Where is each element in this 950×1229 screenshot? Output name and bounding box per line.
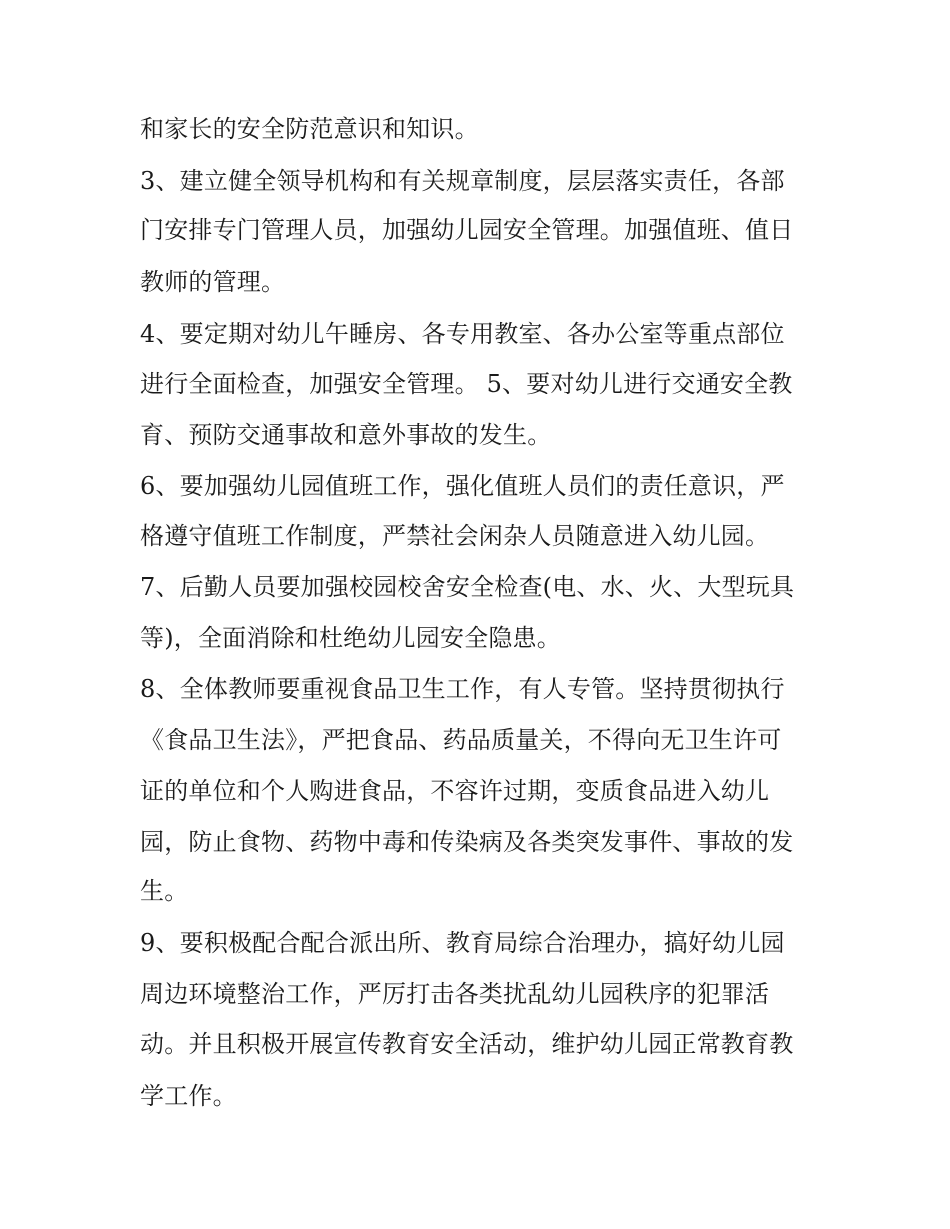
text-line-17: 9、要积极配合配合派出所、教育局综合治理办，搞好幼儿园 xyxy=(140,929,785,957)
text-line-3: 门安排专门管理人员，加强幼儿园安全管理。加强值班、值日 xyxy=(140,216,794,244)
text-line-1: 和家长的安全防范意识和知识。 xyxy=(140,115,479,143)
text-line-19: 动。并且积极开展宣传教育安全活动，维护幼儿园正常教育教 xyxy=(140,1030,794,1058)
text-line-20: 学工作。 xyxy=(140,1082,237,1110)
text-line-18: 周边环境整治工作，严厉打击各类扰乱幼儿园秩序的犯罪活 xyxy=(140,980,770,1008)
text-line-11: 等)，全面消除和杜绝幼儿园安全隐患。 xyxy=(140,624,561,652)
text-line-12: 8、全体教师要重视食品卫生工作，有人专管。坚持贯彻执行 xyxy=(140,675,785,703)
text-line-15: 园，防止食物、药物中毒和传染病及各类突发事件、事故的发 xyxy=(140,828,794,856)
text-line-16: 生。 xyxy=(140,877,189,905)
text-line-10: 7、后勤人员要加强校园校舍安全检查(电、水、火、大型玩具 xyxy=(140,573,795,601)
text-line-6: 进行全面检查，加强安全管理。 5、要对幼儿进行交通安全教 xyxy=(140,370,793,398)
text-line-9: 格遵守值班工作制度，严禁社会闲杂人员随意进入幼儿园。 xyxy=(140,522,770,550)
text-line-7: 育、预防交通事故和意外事故的发生。 xyxy=(140,421,552,449)
text-line-8: 6、要加强幼儿园值班工作，强化值班人员们的责任意识，严 xyxy=(140,472,785,500)
text-line-14: 证的单位和个人购进食品，不容许过期，变质食品进入幼儿 xyxy=(140,777,770,805)
text-line-2: 3、建立健全领导机构和有关规章制度，层层落实责任，各部 xyxy=(140,167,785,195)
text-line-13: 《食品卫生法》，严把食品、药品质量关，不得向无卫生许可 xyxy=(140,726,782,754)
text-line-5: 4、要定期对幼儿午睡房、各专用教室、各办公室等重点部位 xyxy=(140,320,785,348)
text-line-4: 教师的管理。 xyxy=(140,268,286,296)
